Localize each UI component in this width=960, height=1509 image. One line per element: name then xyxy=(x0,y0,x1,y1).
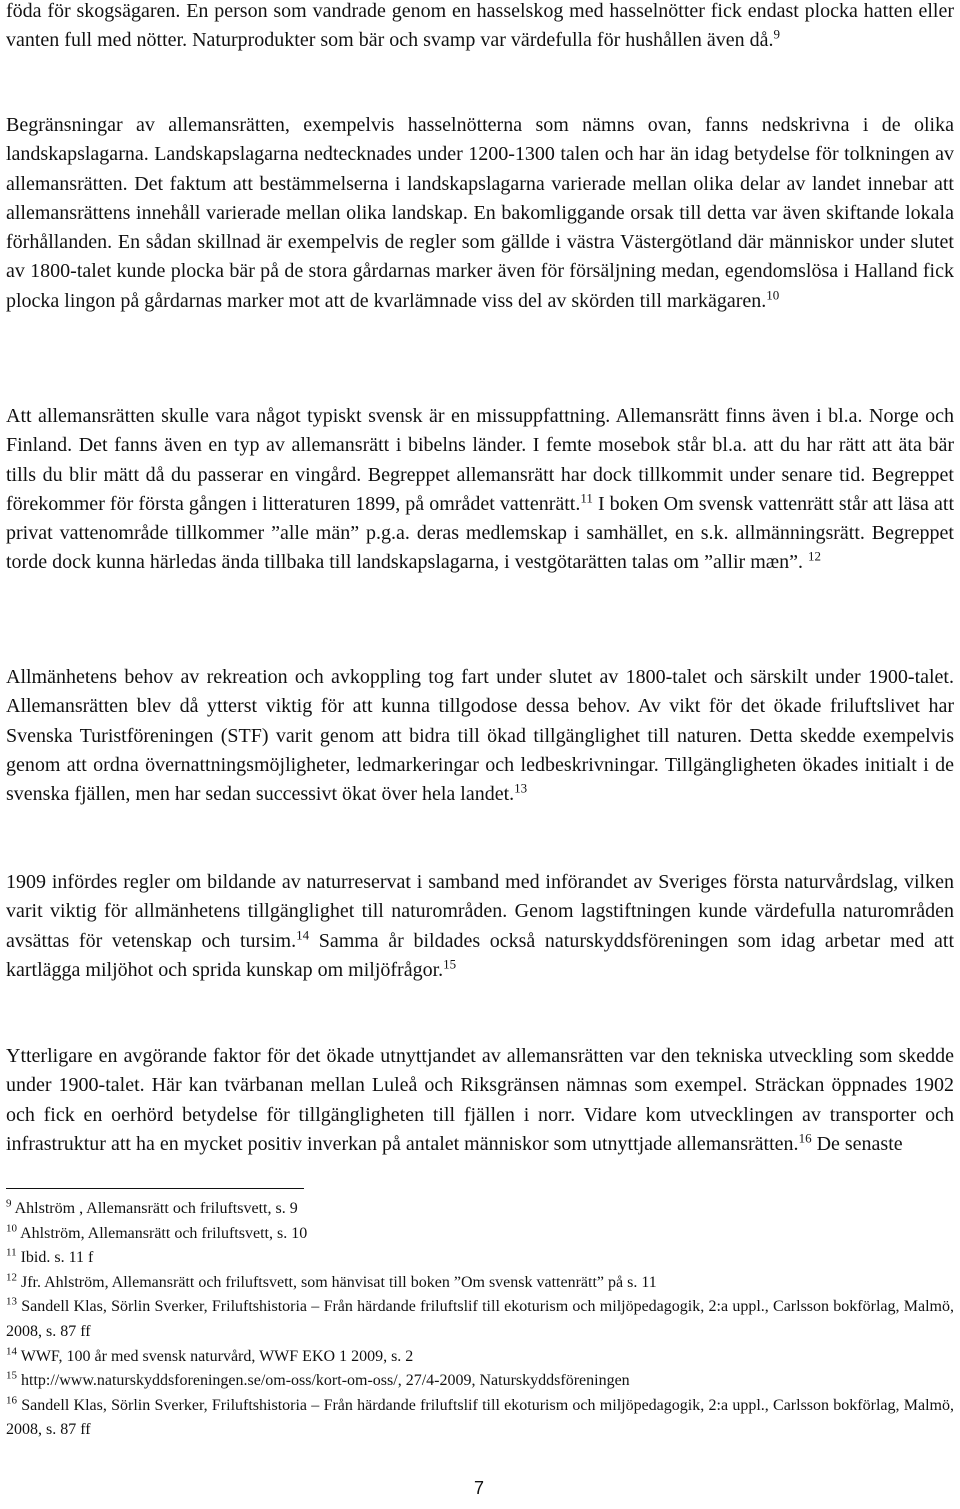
footnote-marker: 10 xyxy=(766,287,780,303)
footnote-text: Sandell Klas, Sörlin Sverker, Friluftshistoria – Från härdande friluftslif till ekoturism och miljöpedagogik, 2:a uppl., Carlsson bokförlag, Malmö, 2008, s. 87 ff xyxy=(6,1396,954,1439)
footnote-number: 14 xyxy=(6,1345,17,1358)
page-number: 7 xyxy=(474,1478,485,1498)
paragraph-text: Allmänhetens behov av rekreation och avkoppling tog fart under slutet av 1800-talet och särskilt under 1900-talet. Allemansrätten blev då ytterst viktig för att kunna tillgodose dessa behov. Av vikt för det ökade friluftslivet har Svenska Turistföreningen (STF) varit genom att bidra till ökad tillgänglighet till naturen. Detta skedde exempelvis genom att ordna övernattningsmöjligheter, ledmarkeringar och ledbeskrivningar. Tillgängligheten ökades initialt i de svenska fjällen, men har sedan successivt ökat över hela landet. xyxy=(6,666,954,806)
paragraph-1 xyxy=(6,0,954,56)
paragraph-text: Ytterligare en avgörande faktor för det ökade utnyttjandet av allemansrätten var den tekniska utveckling som skedde under 1900-talet. Här kan tvärbanan mellan Luleå och Riksgränsen nämnas som exempel. Sträckan öppnades 1902 och fick en oerhörd betydelse för tillgängligheten till fjällen i norr. Vidare kom utvecklingen av transporter och infrastruktur att ha en mycket positiv inverkan på antalet människor som utnyttjade allemansrätten. xyxy=(6,1045,954,1155)
footnote-marker: 12 xyxy=(807,548,821,564)
paragraph-4 xyxy=(6,663,954,809)
paragraph-text: Begränsningar av allemansrätten, exempelvis hasselnötterna som nämns ovan, fanns nedskrivna i de olika landskapslagarna. Landskapslagarna nedtecknades under 1200-1300 talen och har än idag betydelse för tolkningen av allemansrätten. Det faktum att bestämmelserna i landskapslagarna varierade mellan olika delar av landet innebar att allemansrättens innehåll varierade mellan olika landskap. En bakomliggande orsak till detta var även skiftande lokala förhållanden. En sådan skillnad är exempelvis de regler som gällde i västra Västergötland där människor under slutet av 1800-talet kunde plocka bär på de stora gårdarnas marker även för försäljning medan, egendomslösa i Halland fick plocka lingon på gårdarnas marker mot att de kvarlämnade viss del av skörden till markägaren. xyxy=(6,114,954,312)
paragraph-5 xyxy=(6,868,954,985)
footnote-text: WWF, 100 år med svensk naturvård, WWF EKO 1 2009, s. 2 xyxy=(17,1347,414,1365)
footnote-marker: 14 xyxy=(296,926,310,942)
paragraph-text: 1909 infördes regler om bildande av naturreservat i samband med införandet av Sveriges första naturvårdslag, vilken varit viktig för allmänhetens tillgänglighet till naturområden. Genom lagstiftningen kunde värdefulla naturområden avsättas för vetenskap och tursim. xyxy=(6,871,954,952)
footnote-number: 16 xyxy=(6,1394,17,1407)
footnotes xyxy=(6,1197,954,1443)
footnote-number: 12 xyxy=(6,1271,17,1284)
paragraph-3 xyxy=(6,402,954,578)
paragraph-6 xyxy=(6,1042,954,1159)
footnote-marker: 15 xyxy=(443,956,457,972)
footnote-number: 9 xyxy=(6,1197,12,1210)
footnote xyxy=(6,1197,954,1222)
paragraph-2 xyxy=(6,111,954,316)
footnote-text: Ibid. s. 11 f xyxy=(16,1249,94,1267)
footnote-number: 13 xyxy=(6,1296,17,1309)
footnote-text: Ahlström , Allemansrätt och friluftsvett, s. 9 xyxy=(11,1200,298,1217)
footnote-text: Sandell Klas, Sörlin Sverker, Friluftshistoria – Från härdande friluftslif till ekoturism och miljöpedagogik, 2:a uppl., Carlsson bokförlag, Malmö, 2008, s. 87 ff xyxy=(6,1298,954,1340)
footnote-number: 10 xyxy=(6,1222,17,1235)
footnote-number: 11 xyxy=(6,1246,17,1259)
footnote-separator xyxy=(6,1188,304,1189)
paragraph-text: De senaste xyxy=(811,1132,903,1155)
footnote-marker: 16 xyxy=(798,1130,812,1146)
paragraph-text: I boken Om svensk vattenrätt står att läsa att privat vattenområde tillkommer ”alle män” p.g.a. deras medlemskap i samhället, en s.k. allmänningsrätt. Begreppet torde dock kunna härledas ända tillbaka till landskapslagarna, i vestgötarätten talas om ”allir mæn”. xyxy=(6,492,954,574)
footnote-text: Ahlström, Allemansrätt och friluftsvett, s. 10 xyxy=(17,1224,308,1242)
footnote-text: Jfr. Ahlström, Allemansrätt och friluftsvett, som hänvisat till boken ”Om svensk vattenrätt” på s. 11 xyxy=(17,1273,657,1291)
paragraph-text: Samma år bildades också naturskyddsföreningen som idag arbetar med att kartlägga miljöhot och sprida kunskap om miljöfrågor. xyxy=(6,929,954,981)
footnote-marker: 13 xyxy=(514,780,528,796)
footnote xyxy=(6,1369,954,1394)
footnote xyxy=(6,1222,954,1247)
paragraph-text: föda för skogsägaren. En person som vandrade genom en hasselskog med hasselnötter fick endast plocka hatten eller vanten full med nötter. Naturprodukter som bär och svamp var värdefulla för hushållen även då. xyxy=(6,0,954,52)
paragraph-text: Att allemansrätten skulle vara något typiskt svensk är en missuppfattning. Allemansrätt finns även i bl.a. Norge och Finland. Det fanns även en typ av allemansrätt i bibelns länder. I femte mosebok står bl.a. att du har rätt att äta bär tills du blir mätt då du passerar en vingård. Begreppet allemansrätt har dock tillkommit under senare tid. Begreppet förekommer för första gången i litteraturen 1899, på området vattenrätt. xyxy=(6,405,954,515)
footnote xyxy=(6,1271,954,1296)
footnote-text: http://www.naturskyddsforeningen.se/om-oss/kort-om-oss/, 27/4-2009, Naturskyddsföreningen xyxy=(17,1372,630,1390)
footnote xyxy=(6,1295,954,1344)
footnote xyxy=(6,1246,954,1271)
footnote-number: 15 xyxy=(6,1369,17,1382)
footnote-marker: 11 xyxy=(580,490,593,506)
footnote xyxy=(6,1394,954,1443)
footnote-marker: 9 xyxy=(773,26,781,42)
footnote xyxy=(6,1345,954,1370)
